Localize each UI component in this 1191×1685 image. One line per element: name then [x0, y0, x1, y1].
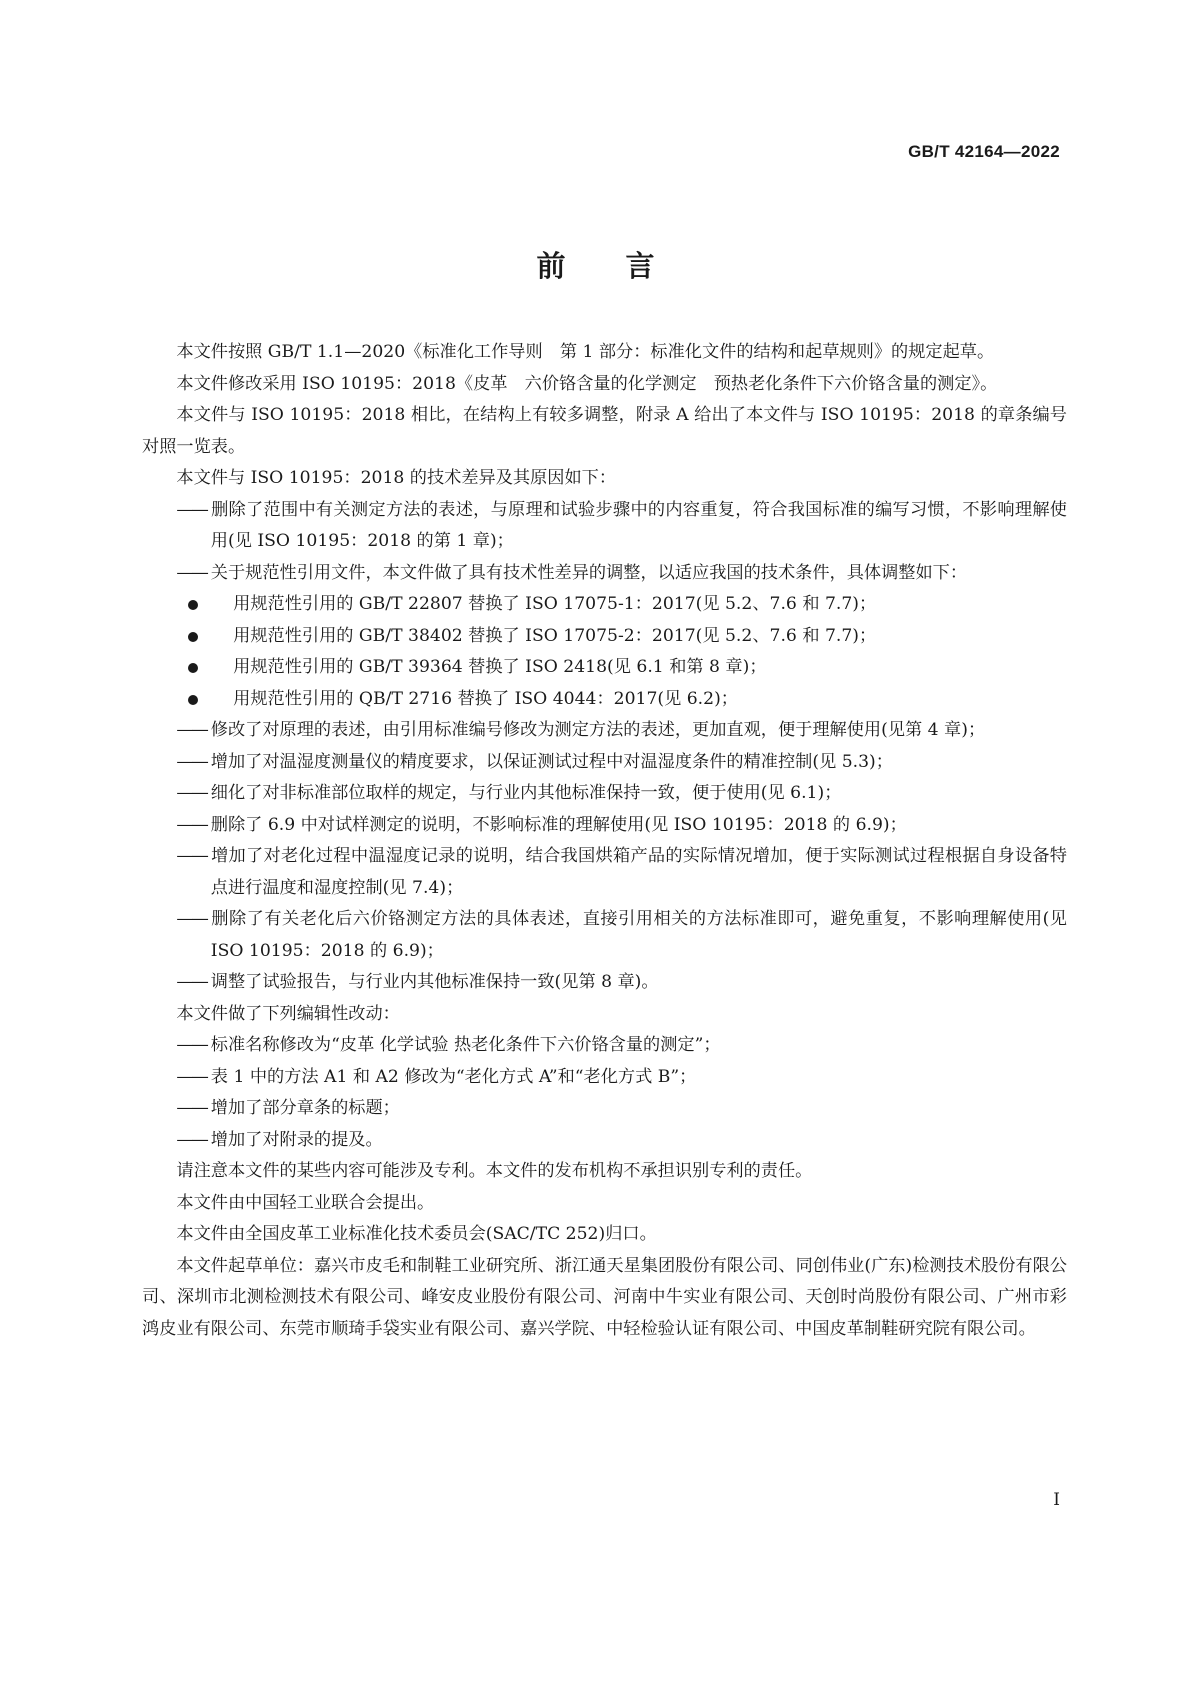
paragraph-adoption: 本文件修改采用 ISO 10195：2018《皮革 六价铬含量的化学测定 预热老化条件下六价铬含量的测定》。	[176, 373, 998, 394]
dash-item	[142, 558, 1067, 590]
dash-mark: ——	[176, 909, 207, 929]
dash-item	[142, 1062, 1067, 1094]
dash-item-text: 增加了对附录的提及。	[210, 1129, 383, 1150]
dash-mark: ——	[176, 1066, 207, 1087]
dash-item-text: 增加了部分章条的标题；	[210, 1098, 400, 1118]
dash-item	[142, 1125, 1067, 1157]
dash-mark: ——	[176, 1035, 207, 1055]
foreword-body	[142, 337, 1067, 1345]
dash-item	[142, 810, 1067, 842]
bullet-item-text: 用规范性引用的 GB/T 38402 替换了 ISO 17075-2：2017(见 5.2、7.6 和 7.7)；	[233, 625, 877, 646]
dash-item	[142, 904, 1067, 967]
standard-code: GB/T 42164—2022	[908, 142, 1060, 161]
bullet-dot-icon	[188, 600, 198, 610]
bullet-item	[142, 589, 1067, 621]
dash-item	[142, 841, 1067, 904]
dash-mark: ——	[176, 1129, 207, 1150]
dash-mark: ——	[176, 751, 207, 772]
dash-item-text: 细化了对非标准部位取样的规定，与行业内其他标准保持一致，便于使用(见 6.1)；	[210, 783, 842, 803]
paragraph-drafting-basis: 本文件按照 GB/T 1.1—2020《标准化工作导则 第 1 部分：标准化文件的结构和起草规则》的规定起草。	[176, 342, 995, 362]
dash-item-text: 调整了试验报告，与行业内其他标准保持一致(见第 8 章)。	[210, 972, 659, 992]
bullet-dot-icon	[188, 695, 198, 705]
paragraph-drafting-units: 本文件起草单位：嘉兴市皮毛和制鞋工业研究所、浙江通天星集团股份有限公司、同创伟业(广东)检测技术股份有限公司、深圳市北测检测技术有限公司、峰安皮业股份有限公司、河南中牛实业有限公司、天创时尚股份有限公司、广州市彩鸿皮业有限公司、东莞市顺琦手袋实业有限公司、嘉兴学院、中轻检验认证有限公司、中国皮革制鞋研究院有限公司。	[142, 1255, 1067, 1339]
dash-item-text: 删除了有关老化后六价铬测定方法的具体表述，直接引用相关的方法标准即可，避免重复，不影响理解使用(见 ISO 10195：2018 的 6.9)；	[210, 909, 1067, 961]
paragraph-proposed-by: 本文件由中国轻工业联合会提出。	[176, 1192, 435, 1213]
bullet-item-text: 用规范性引用的 GB/T 22807 替换了 ISO 17075-1：2017(见 5.2、7.6 和 7.7)；	[233, 594, 877, 614]
dash-mark: ——	[176, 972, 207, 992]
dash-mark: ——	[176, 846, 207, 866]
dash-item	[142, 495, 1067, 558]
dash-item	[142, 1030, 1067, 1062]
bullet-item	[142, 621, 1067, 653]
bullet-dot-icon	[188, 632, 198, 642]
bullet-item	[142, 652, 1067, 684]
paragraph-patent-notice: 请注意本文件的某些内容可能涉及专利。本文件的发布机构不承担识别专利的责任。	[176, 1161, 813, 1181]
paragraph-editorial-intro: 本文件做了下列编辑性改动：	[176, 1003, 400, 1024]
dash-item	[142, 967, 1067, 999]
dash-item-text: 表 1 中的方法 A1 和 A2 修改为“老化方式 A”和“老化方式 B”；	[210, 1066, 697, 1087]
dash-item	[142, 1093, 1067, 1125]
dash-mark: ——	[176, 783, 207, 803]
paragraph-structure-comparison: 本文件与 ISO 10195：2018 相比，在结构上有较多调整，附录 A 给出了本文件与 ISO 10195：2018 的章条编号对照一览表。	[142, 405, 1067, 457]
dash-item-text: 标准名称修改为“皮革 化学试验 热老化条件下六价铬含量的测定”；	[210, 1035, 721, 1055]
dash-mark: ——	[176, 1098, 207, 1118]
dash-mark: ——	[176, 562, 207, 583]
page-number: I	[1053, 1490, 1060, 1510]
dash-item-text: 删除了 6.9 中对试样测定的说明，不影响标准的理解使用(见 ISO 10195：2018 的 6.9)；	[210, 814, 907, 835]
bullet-item-text: 用规范性引用的 QB/T 2716 替换了 ISO 4044：2017(见 6.2)；	[233, 688, 738, 709]
dash-item	[142, 715, 1067, 747]
dash-item-text: 修改了对原理的表述，由引用标准编号修改为测定方法的表述，更加直观，便于理解使用(见第 4 章)；	[210, 720, 986, 740]
dash-mark: ——	[176, 814, 207, 835]
paragraph-tech-differences-intro: 本文件与 ISO 10195：2018 的技术差异及其原因如下：	[176, 468, 617, 488]
page-title: 前言	[536, 249, 715, 283]
bullet-item	[142, 684, 1067, 716]
bullet-dot-icon	[188, 663, 198, 673]
dash-item-text: 删除了范围中有关测定方法的表述，与原理和试验步骤中的内容重复，符合我国标准的编写习惯，不影响理解使用(见 ISO 10195：2018 的第 1 章)；	[210, 499, 1067, 551]
dash-item-text: 增加了对老化过程中温湿度记录的说明，结合我国烘箱产品的实际情况增加，便于实际测试过程根据自身设备特点进行温度和湿度控制(见 7.4)；	[210, 846, 1067, 898]
dash-item	[142, 778, 1067, 810]
dash-mark: ——	[176, 499, 207, 520]
dash-item-text: 关于规范性引用文件，本文件做了具有技术性差异的调整，以适应我国的技术条件，具体调整如下：	[210, 562, 968, 583]
bullet-item-text: 用规范性引用的 GB/T 39364 替换了 ISO 2418(见 6.1 和第 8 章)；	[233, 657, 767, 677]
dash-mark: ——	[176, 720, 207, 740]
dash-item	[142, 747, 1067, 779]
dash-item-text: 增加了对温湿度测量仪的精度要求，以保证测试过程中对温湿度条件的精准控制(见 5.3)；	[210, 751, 893, 772]
paragraph-managed-by: 本文件由全国皮革工业标准化技术委员会(SAC/TC 252)归口。	[176, 1224, 657, 1244]
